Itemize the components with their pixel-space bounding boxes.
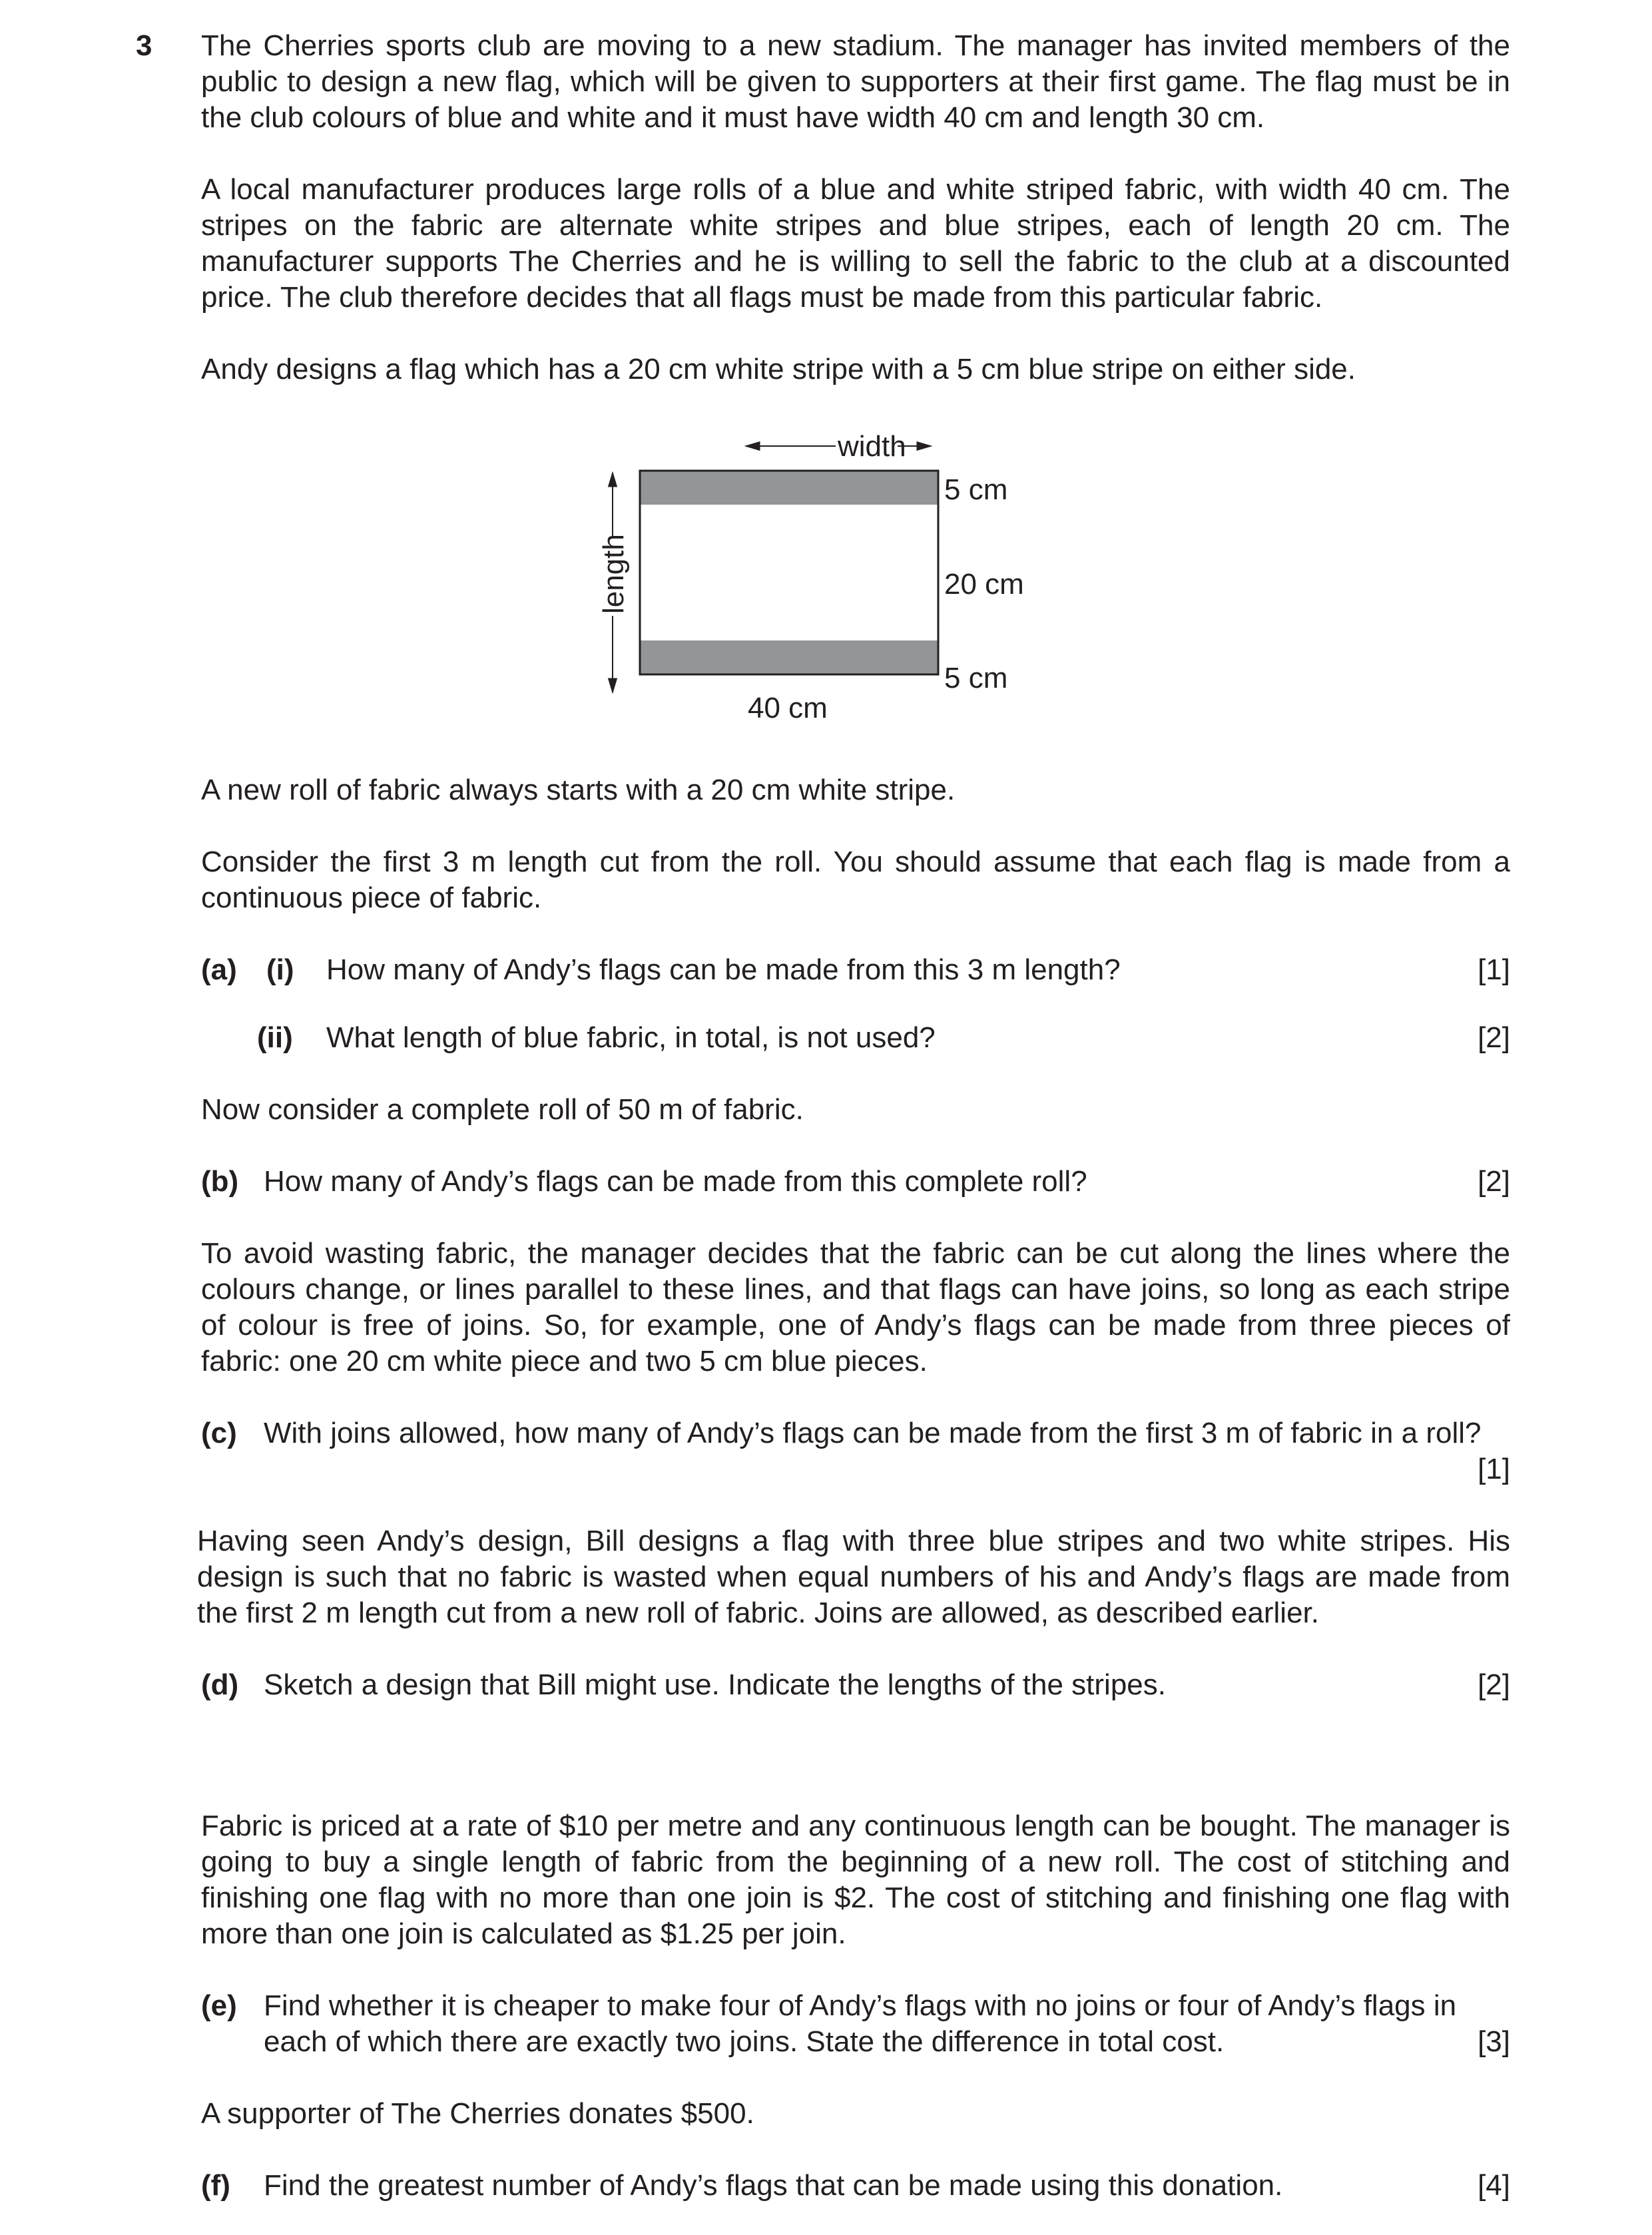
part-e-label: (e) xyxy=(201,1989,237,2022)
question-number: 3 xyxy=(136,29,152,62)
part-c-label: (c) xyxy=(201,1417,237,1449)
part-e-question-line2: each of which there are exactly two joins. State the difference in total cost. xyxy=(264,2025,1225,2058)
stripe-label-bottom: 5 cm xyxy=(944,662,1008,694)
part-a-ii-marks: [2] xyxy=(1478,1021,1510,1054)
blue-stripe-top xyxy=(640,471,938,505)
part-d-marks: [2] xyxy=(1478,1668,1510,1701)
stripe-label-middle: 20 cm xyxy=(944,568,1024,601)
part-a-ii-question: What length of blue fabric, in total, is not used? xyxy=(326,1021,936,1054)
roll-start-text: A new roll of fabric always starts with a 20 cm white stripe. xyxy=(201,774,956,806)
first-3m-paragraph: Consider the first 3 m length cut from the roll. You should assume that each flag is made from a continuous piece of fabric. xyxy=(201,846,1510,914)
intro-paragraph-1: The Cherries sports club are moving to a new stadium. The manager has invited members of the public to design a new flag, which will be given to supporters at their first game. The flag must be in the club colours of blue and white and it must have width 40 cm and length 30 cm. xyxy=(201,29,1510,134)
part-a-i-question: How many of Andy’s flags can be made from this 3 m length? xyxy=(326,953,1121,986)
part-c-question: With joins allowed, how many of Andy’s flags can be made from the first 3 m of fabric in a roll? xyxy=(264,1417,1482,1449)
part-a-label: (a) xyxy=(201,953,237,986)
part-d-question: Sketch a design that Bill might use. Indicate the lengths of the stripes. xyxy=(264,1668,1166,1701)
part-a-i-marks: [1] xyxy=(1478,953,1510,986)
donation-text: A supporter of The Cherries donates $500. xyxy=(201,2097,754,2130)
blue-stripe-bottom xyxy=(640,640,938,674)
bill-paragraph: Having seen Andy’s design, Bill designs a flag with three blue stripes and two white stripes. His design is such that no fabric is wasted when equal numbers of his and Andy’s flags are made from the first 2 m length cut from a new roll of fabric. Joins are allowed, as described earlier. xyxy=(197,1525,1510,1629)
width-label: width xyxy=(838,430,906,463)
part-b-label: (b) xyxy=(201,1165,239,1198)
part-c-marks: [1] xyxy=(1478,1453,1510,1485)
intro-paragraph-2: A local manufacturer produces large rolls of a blue and white striped fabric, with width 40 cm. The stripes on the fabric are alternate white stripes and blue stripes, each of length 20 cm. The manufacturer supports The Cherries and he is willing to sell the fabric to the club at a discounted price. The club therefore decides that all flags must be made from this particular fabric. xyxy=(201,173,1510,314)
joins-paragraph: To avoid wasting fabric, the manager decides that the fabric can be cut along the lines where the colours change, or lines parallel to these lines, and that flags can have joins, so long as each stripe of colour is free of joins. So, for example, one of Andy’s flags can be made from three pieces of fabric: one 20 cm white piece and two 5 cm blue pieces. xyxy=(201,1237,1510,1377)
part-e-question-line1: Find whether it is cheaper to make four of Andy’s flags with no joins or four of Andy’s flags in xyxy=(264,1989,1457,2022)
price-paragraph: Fabric is priced at a rate of $10 per metre and any continuous length can be bought. The manager is going to buy a single length of fabric from the beginning of a new roll. The cost of stitching and finishing one flag with no more than one join is $2. The cost of stitching and finishing one flag with more than one join is calculated as $1.25 per join. xyxy=(201,1810,1510,1950)
length-label: length xyxy=(597,534,630,614)
part-f-label: (f) xyxy=(201,2169,230,2202)
complete-roll-text: Now consider a complete roll of 50 m of fabric. xyxy=(201,1093,804,1126)
white-stripe-middle xyxy=(640,505,938,640)
part-b-question: How many of Andy’s flags can be made from this complete roll? xyxy=(264,1165,1087,1198)
part-f-marks: [4] xyxy=(1478,2169,1510,2202)
part-a-ii-label: (ii) xyxy=(257,1021,293,1054)
flag-svg xyxy=(573,419,1079,739)
part-a-i-label: (i) xyxy=(266,953,294,986)
part-b-marks: [2] xyxy=(1478,1165,1510,1198)
part-f-question: Find the greatest number of Andy’s flags that can be made using this donation. xyxy=(264,2169,1283,2202)
stripe-label-top: 5 cm xyxy=(944,473,1008,506)
part-e-marks: [3] xyxy=(1478,2025,1510,2058)
flag-width-value: 40 cm xyxy=(748,692,828,724)
flag-diagram xyxy=(573,419,1079,739)
part-d-label: (d) xyxy=(201,1668,239,1701)
intro-paragraph-3: Andy designs a flag which has a 20 cm white stripe with a 5 cm blue stripe on either side. xyxy=(201,353,1356,385)
